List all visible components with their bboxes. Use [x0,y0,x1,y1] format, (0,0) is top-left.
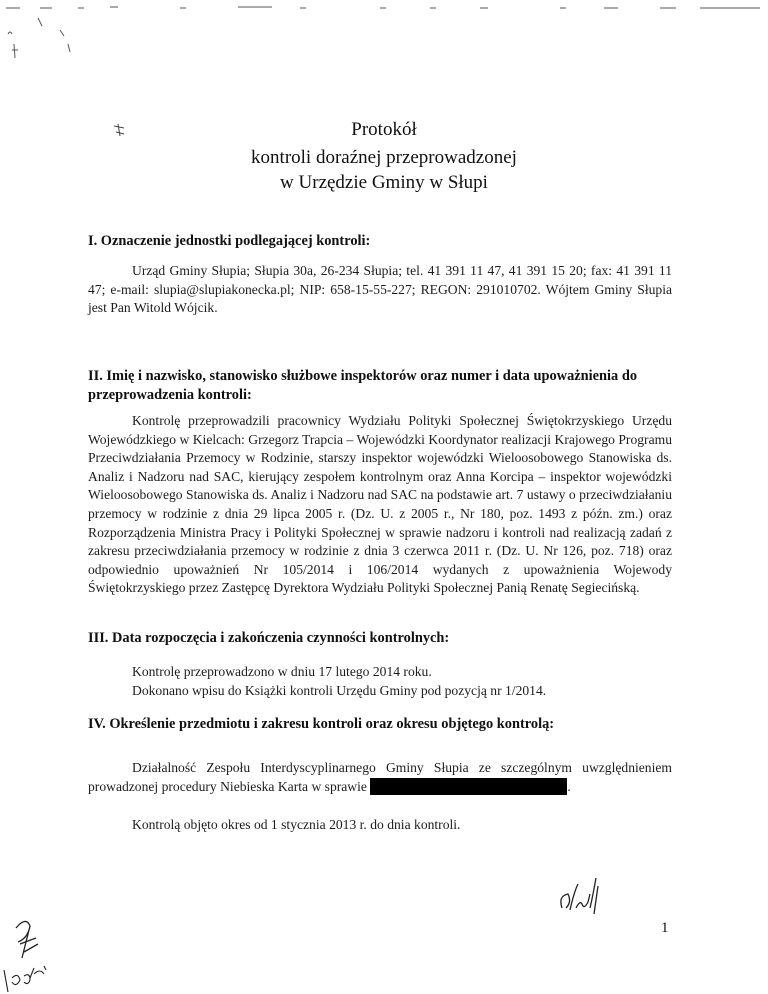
document-title-line-1: Protokół [351,119,417,140]
section-1-heading: I. Oznaczenie jednostki podlegającej kontroli: [88,233,371,249]
scan-artifacts-top [0,0,768,80]
section-3-line-2: Dokonano wpisu do Książki kontroli Urzędu Gminy pod pozycją nr 1/2014. [132,683,547,698]
section-1-body: Urząd Gminy Słupia; Słupia 30a, 26-234 Słupia; tel. 41 391 11 47, 41 391 15 20; fax: 41 391 11 47; e-mail: slupia@slupiakonecka.pl; NIP: 658-15-55-227; REGON: 291010702. Wójtem Gminy Słupia jest Pan Witold Wójcik. [88,263,672,316]
redaction-bar [370,778,567,795]
handwritten-initials-right [556,874,606,920]
section-4-heading: IV. Określenie przedmiotu i zakresu kontroli oraz okresu objętego kontrolą: [88,716,555,732]
section-4-body [88,759,672,796]
section-4-body-text: Działalność Zespołu Interdyscyplinarnego Gminy Słupia ze szczególnym uwzględnieniem prowadzonej procedury Niebieska Karta w sprawie [88,760,672,794]
document-title-line-2: kontroli doraźnej przeprowadzonej [251,147,517,168]
section-2-heading: II. Imię i nazwisko, stanowisko służbowe inspektorów oraz numer i data upoważnienia do przeprowadzenia kontroli: [88,368,638,403]
section-4-body-end: . [567,778,571,794]
page-number: 1 [661,920,669,936]
section-3-heading: III. Data rozpoczęcia i zakończenia czynności kontrolnych: [88,630,450,646]
section-3-line-1: Kontrolę przeprowadzono w dniu 17 lutego 2014 roku. [132,664,432,679]
document-title-line-3: w Urzędzie Gminy w Słupi [280,172,488,193]
section-4-period-line: Kontrolą objęto okres od 1 stycznia 2013 r. do dnia kontroli. [132,817,461,832]
handwritten-signature-left [0,908,60,994]
section-2-body: Kontrolę przeprowadzili pracownicy Wydziału Polityki Społecznej Świętokrzyskiego Urzędu Wojewódzkiego w Kielcach: Grzegorz Trapcia – Wojewódzki Koordynator realizacji Krajowego Programu Przeciwdziałania Przemocy w Rodzinie, starszy inspektor wojewódzki Wieloosobowego Stanowiska ds. Analiz i Nadzoru nad SAC, kierujący zespołem kontrolnym oraz Anna Korcipa – inspektor wojewódzki Wieloosobowego Stanowiska ds. Analiz i Nadzoru nad SAC na podstawie art. 7 ustawy o przeciwdziałaniu przemocy w rodzinie z dnia 29 lipca 2005 r. (Dz. U. z 2005 r., Nr 180, poz. 1493 z późn. zm.) oraz Rozporządzenia Ministra Pracy i Polityki Społecznej w sprawie nadzoru i kontroli nad realizacją zadań z zakresu przeciwdziałania przemocy w rodzinie z dnia 3 czerwca 2011 r. (Dz. U. Nr 126, poz. 718) oraz odpowiednio upoważnień Nr 105/2014 i 106/2014 wydanych z upoważnienia Wojewody Świętokrzyskiego przez Zastępcę Dyrektora Wydziału Polityki Społecznej Panią Renatę Segiecińską. [88,413,672,596]
